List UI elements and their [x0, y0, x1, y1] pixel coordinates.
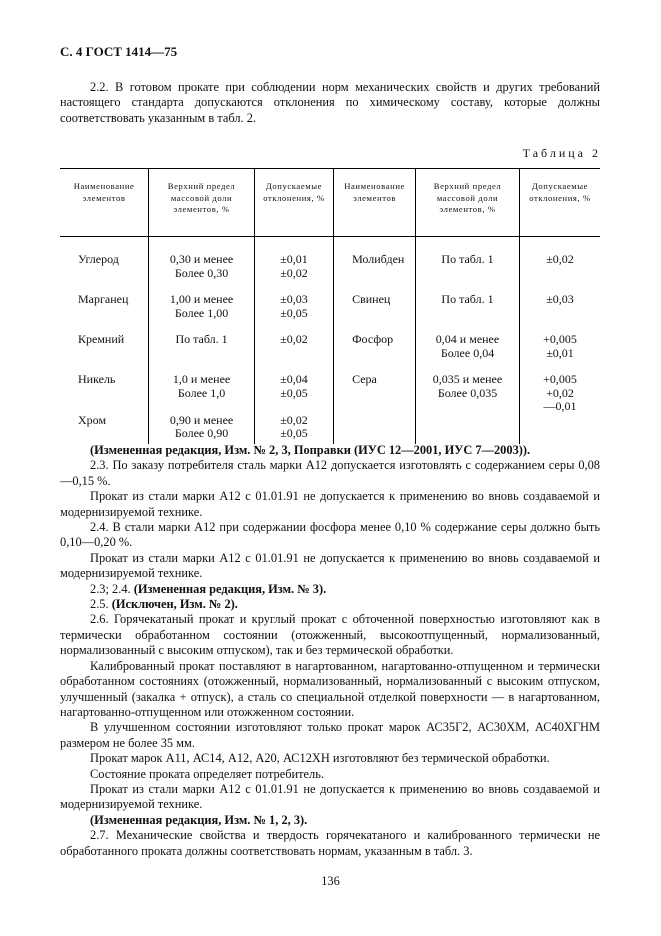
table-cell [334, 414, 416, 444]
col-header: Допускаемые отклонения, % [254, 169, 333, 237]
table-cell: ±0,03 [519, 293, 600, 333]
table-cell: +0,005 +0,02 —0,01 [519, 373, 600, 414]
table-row [60, 414, 600, 444]
col-header: Допускаемые отклонения, % [519, 169, 600, 237]
table-cell: ±0,02 [254, 333, 333, 373]
intro-paragraph [60, 80, 600, 126]
table-cell: Сера [334, 373, 416, 414]
table-cell: 0,04 и менее Более 0,04 [416, 333, 520, 373]
paragraph-note: (Измененная редакция, Изм. № 3). [133, 581, 327, 596]
paragraph-2-2: 2.2. В готовом прокате при соблюдении норм механических свойств и других требований настоящего стандарта допускаются отклонения по химическому составу, которые должны соответствовать указанным в табл. 2. [60, 80, 600, 125]
table-cell: ±0,02 [519, 237, 600, 294]
col-header: Наименование элементов [60, 169, 149, 237]
table-cell: ±0,04 ±0,05 [254, 373, 333, 414]
col-header: Наименование элементов [334, 169, 416, 237]
paragraph-text: 2.4. В стали марки А12 при содержании фосфора менее 0,10 % содержание серы должно быть 0,10—0,20 %. [60, 520, 600, 550]
paragraph-text: Калиброванный прокат поставляют в нагартованном, нагартованно-отпущенном и термически обработанном состояниях (отожженный, нормализованный, нормализованный с высоким отпуском, улучшенный (закалка + отпуск), а сталь со специальной отделкой поверхности — в нагартованном, нагартованно-отпущенном или отожженном состоянии. [60, 658, 600, 719]
paragraph-text: Прокат марок А11, АС14, А12, А20, АС12ХН изготовляют без термической обработки. [90, 751, 550, 766]
paragraph [60, 720, 600, 751]
paragraph-text: Прокат из стали марки А12 с 01.01.91 не допускается к применению во вновь создаваемой и модернизируемой технике. [60, 489, 600, 519]
paragraph [60, 767, 600, 782]
table-cell: +0,005 ±0,01 [519, 333, 600, 373]
table-cell: 0,035 и менее Более 0,035 [416, 373, 520, 414]
paragraph-text: 2.3. По заказу потребителя сталь марки А12 допускается изготовлять с содержанием серы 0,08—0,15 %. [60, 458, 600, 488]
table-cell: Углерод [78, 252, 119, 266]
table-cell: 0,90 и менее Более 0,90 [149, 414, 255, 444]
page-header: С. 4 ГОСТ 1414—75 [60, 44, 178, 59]
table-cell: Никель [78, 372, 116, 386]
table-cell: Марганец [78, 292, 129, 306]
table-cell: ±0,01 ±0,02 [254, 237, 333, 294]
table-cell: ±0,02 ±0,05 [254, 414, 333, 444]
paragraph [60, 597, 600, 612]
paragraph-note: (Исключен, Изм. № 2). [111, 597, 238, 612]
col-header: Верхний предел массовой доли элементов, % [149, 169, 255, 237]
paragraph [60, 582, 600, 597]
paragraph [60, 751, 600, 766]
paragraph-text: 2.7. Механические свойства и твердость горячекатаного и калиброванного термически не обработанного проката должны соответствовать нормам, указанным в табл. 3. [60, 828, 600, 858]
table-cell [519, 414, 600, 444]
table-cell: Свинец [334, 293, 416, 333]
paragraph [60, 813, 600, 828]
paragraph [60, 520, 600, 551]
table-cell: 1,0 и менее Более 1,0 [149, 373, 255, 414]
body-text [60, 443, 600, 859]
table-cell: ±0,03 ±0,05 [254, 293, 333, 333]
table-cell: Кремний [78, 332, 125, 346]
paragraph [60, 612, 600, 658]
table-cell [416, 414, 520, 444]
table-cell: По табл. 1 [416, 237, 520, 294]
col-header: Верхний предел массовой доли элементов, % [416, 169, 520, 237]
table-row [60, 237, 600, 294]
table-caption: Таблица 2 [522, 146, 601, 160]
paragraph [60, 659, 600, 721]
paragraph-text: Прокат из стали марки А12 с 01.01.91 не допускается к применению во вновь создаваемой и модернизируемой технике. [60, 781, 600, 812]
paragraph-text: (Измененная редакция, Изм. № 2, 3, Поправки (ИУС 12—2001, ИУС 7—2003)). [90, 443, 531, 457]
table-row [60, 373, 600, 414]
paragraph [60, 443, 600, 458]
paragraph-text: В улучшенном состоянии изготовляют только прокат марок АС35Г2, АС30ХМ, АС40ХГНМ размером не более 35 мм. [60, 720, 600, 750]
paragraph-text: 2.3; 2.4. [90, 581, 134, 596]
table-cell: По табл. 1 [149, 333, 255, 373]
table-cell: Молибден [334, 237, 416, 294]
page-number: 136 [321, 874, 340, 888]
paragraph-text: Состояние проката определяет потребитель. [90, 766, 324, 781]
paragraph [60, 489, 600, 520]
paragraph-text: 2.5. [90, 597, 112, 612]
table-row [60, 333, 600, 373]
paragraph [60, 551, 600, 582]
table-cell: 1,00 и менее Более 1,00 [149, 293, 255, 333]
paragraph [60, 828, 600, 859]
paragraph [60, 782, 600, 813]
paragraph-text: Прокат из стали марки А12 с 01.01.91 не допускается к применению во вновь создаваемой и модернизируемой технике. [60, 550, 600, 581]
table-header-row [60, 169, 600, 237]
table-row [60, 293, 600, 333]
table-cell: Фосфор [334, 333, 416, 373]
table-cell: 0,30 и менее Более 0,30 [149, 237, 255, 294]
table-cell: По табл. 1 [416, 293, 520, 333]
paragraph-text: 2.6. Горячекатаный прокат и круглый прокат с обточенной поверхностью изготовляют как в термически обработанном состоянии (отожженный, высокоотпущенный, нормализованный, нормализованный с высоким отпуском), так и без термической обработки. [60, 612, 600, 658]
table-cell: Хром [78, 412, 107, 427]
table-2 [60, 168, 600, 444]
paragraph-text: (Измененная редакция, Изм. № 1, 2, 3). [90, 812, 308, 827]
paragraph [60, 458, 600, 489]
